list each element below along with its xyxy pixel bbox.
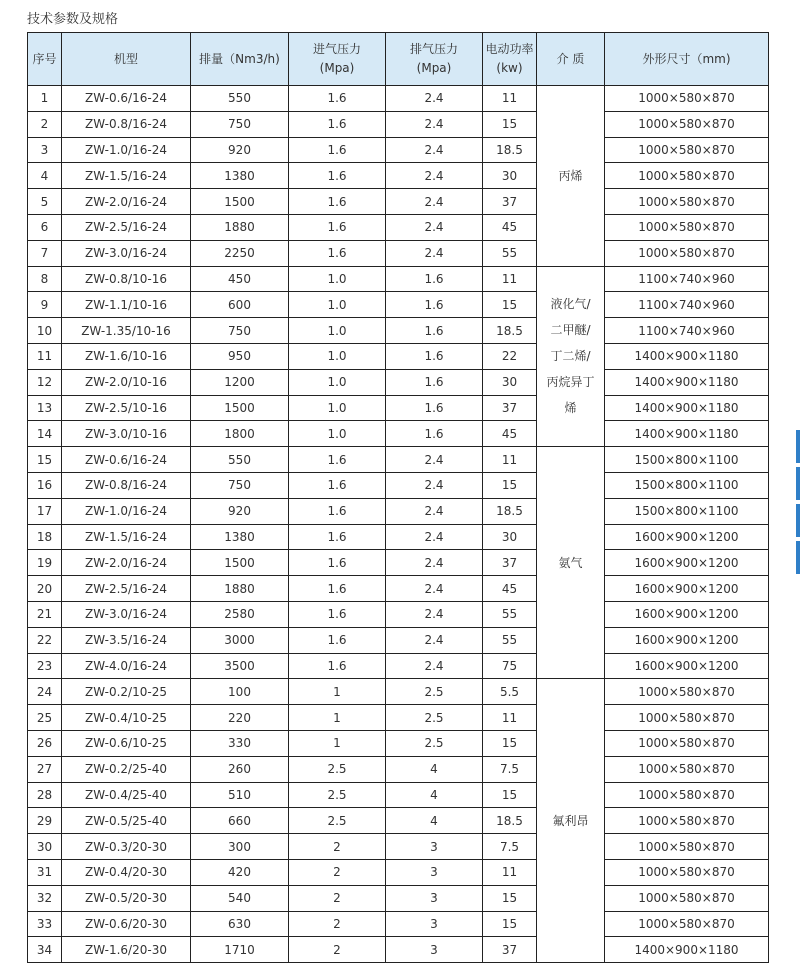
cell-medium: 氟利昂 <box>537 679 605 963</box>
cell-size: 1000×580×870 <box>605 834 769 860</box>
cell-outlet-pressure: 1.6 <box>386 343 483 369</box>
cell-inlet-pressure: 1.6 <box>289 189 386 215</box>
cell-no: 12 <box>28 369 62 395</box>
table-row <box>28 937 769 963</box>
cell-size: 1600×900×1200 <box>605 576 769 602</box>
cell-inlet-pressure: 1.6 <box>289 111 386 137</box>
cell-model: ZW-0.8/16-24 <box>62 111 191 137</box>
table-row <box>28 369 769 395</box>
cell-outlet-pressure: 2.4 <box>386 163 483 189</box>
cell-model: ZW-0.8/16-24 <box>62 472 191 498</box>
cell-flow: 1500 <box>191 550 289 576</box>
cell-model: ZW-1.5/16-24 <box>62 163 191 189</box>
header-model: 机型 <box>62 33 191 86</box>
cell-model: ZW-1.0/16-24 <box>62 137 191 163</box>
cell-no: 2 <box>28 111 62 137</box>
cell-model: ZW-2.5/10-16 <box>62 395 191 421</box>
cell-no: 27 <box>28 756 62 782</box>
cell-model: ZW-2.0/16-24 <box>62 550 191 576</box>
cell-model: ZW-4.0/16-24 <box>62 653 191 679</box>
table-row <box>28 576 769 602</box>
cell-size: 1000×580×870 <box>605 705 769 731</box>
cell-power: 30 <box>483 369 537 395</box>
cell-power: 11 <box>483 705 537 731</box>
table-row <box>28 86 769 112</box>
cell-model: ZW-0.6/20-30 <box>62 911 191 937</box>
cell-inlet-pressure: 1.6 <box>289 653 386 679</box>
cell-power: 15 <box>483 885 537 911</box>
cell-power: 22 <box>483 343 537 369</box>
cell-flow: 220 <box>191 705 289 731</box>
cell-flow: 450 <box>191 266 289 292</box>
table-row <box>28 447 769 473</box>
cell-inlet-pressure: 1.6 <box>289 627 386 653</box>
cell-inlet-pressure: 2.5 <box>289 808 386 834</box>
cell-size: 1000×580×870 <box>605 163 769 189</box>
cell-power: 55 <box>483 627 537 653</box>
cell-medium: 丙烯 <box>537 86 605 267</box>
cell-size: 1400×900×1180 <box>605 343 769 369</box>
side-tab[interactable] <box>796 467 800 500</box>
cell-flow: 550 <box>191 447 289 473</box>
cell-size: 1000×580×870 <box>605 86 769 112</box>
spec-table <box>27 32 769 963</box>
table-row <box>28 808 769 834</box>
table-row <box>28 498 769 524</box>
table-row <box>28 240 769 266</box>
cell-power: 45 <box>483 421 537 447</box>
cell-inlet-pressure: 1.0 <box>289 421 386 447</box>
cell-model: ZW-0.2/25-40 <box>62 756 191 782</box>
cell-flow: 1500 <box>191 189 289 215</box>
cell-power: 15 <box>483 782 537 808</box>
cell-model: ZW-0.5/25-40 <box>62 808 191 834</box>
cell-no: 18 <box>28 524 62 550</box>
cell-size: 1000×580×870 <box>605 214 769 240</box>
cell-flow: 750 <box>191 318 289 344</box>
side-tab[interactable] <box>796 430 800 463</box>
cell-inlet-pressure: 2 <box>289 911 386 937</box>
cell-power: 11 <box>483 859 537 885</box>
cell-outlet-pressure: 4 <box>386 756 483 782</box>
cell-no: 19 <box>28 550 62 576</box>
cell-inlet-pressure: 1.6 <box>289 447 386 473</box>
cell-size: 1400×900×1180 <box>605 395 769 421</box>
table-row <box>28 395 769 421</box>
cell-power: 15 <box>483 111 537 137</box>
cell-no: 8 <box>28 266 62 292</box>
cell-inlet-pressure: 1.6 <box>289 163 386 189</box>
cell-outlet-pressure: 2.4 <box>386 214 483 240</box>
cell-flow: 2250 <box>191 240 289 266</box>
cell-power: 55 <box>483 601 537 627</box>
cell-outlet-pressure: 2.4 <box>386 86 483 112</box>
cell-no: 10 <box>28 318 62 344</box>
cell-outlet-pressure: 1.6 <box>386 421 483 447</box>
cell-flow: 1380 <box>191 163 289 189</box>
cell-outlet-pressure: 4 <box>386 808 483 834</box>
cell-size: 1600×900×1200 <box>605 601 769 627</box>
cell-model: ZW-1.5/16-24 <box>62 524 191 550</box>
cell-size: 1100×740×960 <box>605 266 769 292</box>
cell-size: 1400×900×1180 <box>605 421 769 447</box>
cell-flow: 100 <box>191 679 289 705</box>
cell-power: 11 <box>483 266 537 292</box>
table-row <box>28 266 769 292</box>
cell-power: 45 <box>483 576 537 602</box>
cell-inlet-pressure: 1.0 <box>289 292 386 318</box>
cell-power: 11 <box>483 447 537 473</box>
cell-inlet-pressure: 2 <box>289 885 386 911</box>
cell-model: ZW-0.6/16-24 <box>62 86 191 112</box>
cell-power: 18.5 <box>483 318 537 344</box>
cell-inlet-pressure: 1.6 <box>289 240 386 266</box>
table-row <box>28 859 769 885</box>
cell-flow: 540 <box>191 885 289 911</box>
cell-outlet-pressure: 2.4 <box>386 524 483 550</box>
cell-model: ZW-1.0/16-24 <box>62 498 191 524</box>
cell-no: 34 <box>28 937 62 963</box>
table-row <box>28 111 769 137</box>
table-header-row <box>28 33 769 86</box>
header-no: 序号 <box>28 33 62 86</box>
header-size: 外形尺寸（mm) <box>605 33 769 86</box>
cell-outlet-pressure: 1.6 <box>386 292 483 318</box>
table-row <box>28 911 769 937</box>
cell-no: 11 <box>28 343 62 369</box>
cell-inlet-pressure: 1.6 <box>289 576 386 602</box>
table-row <box>28 730 769 756</box>
side-tab[interactable] <box>796 504 800 537</box>
cell-power: 18.5 <box>483 137 537 163</box>
cell-flow: 920 <box>191 498 289 524</box>
cell-model: ZW-2.5/16-24 <box>62 576 191 602</box>
cell-outlet-pressure: 2.4 <box>386 189 483 215</box>
cell-power: 45 <box>483 214 537 240</box>
table-row <box>28 627 769 653</box>
cell-outlet-pressure: 2.4 <box>386 137 483 163</box>
cell-power: 37 <box>483 395 537 421</box>
cell-power: 18.5 <box>483 498 537 524</box>
table-row <box>28 318 769 344</box>
table-row <box>28 834 769 860</box>
cell-flow: 1380 <box>191 524 289 550</box>
cell-inlet-pressure: 1.6 <box>289 86 386 112</box>
cell-power: 15 <box>483 911 537 937</box>
cell-size: 1100×740×960 <box>605 292 769 318</box>
cell-no: 29 <box>28 808 62 834</box>
cell-no: 7 <box>28 240 62 266</box>
cell-model: ZW-3.5/16-24 <box>62 627 191 653</box>
cell-size: 1000×580×870 <box>605 679 769 705</box>
cell-flow: 330 <box>191 730 289 756</box>
cell-no: 17 <box>28 498 62 524</box>
cell-model: ZW-2.0/10-16 <box>62 369 191 395</box>
cell-flow: 750 <box>191 472 289 498</box>
cell-no: 28 <box>28 782 62 808</box>
cell-flow: 920 <box>191 137 289 163</box>
cell-power: 7.5 <box>483 834 537 860</box>
cell-power: 11 <box>483 86 537 112</box>
table-row <box>28 550 769 576</box>
cell-power: 7.5 <box>483 756 537 782</box>
cell-model: ZW-1.1/10-16 <box>62 292 191 318</box>
cell-power: 5.5 <box>483 679 537 705</box>
cell-medium: 氨气 <box>537 447 605 679</box>
cell-no: 32 <box>28 885 62 911</box>
cell-no: 21 <box>28 601 62 627</box>
cell-size: 1000×580×870 <box>605 189 769 215</box>
header-power: 电动功率 (kw) <box>483 33 537 86</box>
cell-inlet-pressure: 2 <box>289 859 386 885</box>
cell-flow: 1200 <box>191 369 289 395</box>
cell-flow: 260 <box>191 756 289 782</box>
cell-model: ZW-3.0/16-24 <box>62 601 191 627</box>
cell-model: ZW-2.5/16-24 <box>62 214 191 240</box>
cell-size: 1000×580×870 <box>605 782 769 808</box>
cell-size: 1000×580×870 <box>605 885 769 911</box>
header-flow: 排量（Nm3/h) <box>191 33 289 86</box>
cell-size: 1500×800×1100 <box>605 472 769 498</box>
cell-outlet-pressure: 2.4 <box>386 498 483 524</box>
cell-outlet-pressure: 2.4 <box>386 472 483 498</box>
cell-size: 1000×580×870 <box>605 859 769 885</box>
cell-inlet-pressure: 1.6 <box>289 472 386 498</box>
table-row <box>28 653 769 679</box>
cell-outlet-pressure: 3 <box>386 885 483 911</box>
cell-model: ZW-0.4/10-25 <box>62 705 191 731</box>
cell-flow: 1710 <box>191 937 289 963</box>
header-medium: 介 质 <box>537 33 605 86</box>
cell-power: 30 <box>483 524 537 550</box>
cell-size: 1600×900×1200 <box>605 524 769 550</box>
cell-outlet-pressure: 2.4 <box>386 550 483 576</box>
cell-model: ZW-0.5/20-30 <box>62 885 191 911</box>
cell-flow: 750 <box>191 111 289 137</box>
table-row <box>28 472 769 498</box>
cell-outlet-pressure: 3 <box>386 937 483 963</box>
cell-outlet-pressure: 1.6 <box>386 318 483 344</box>
cell-inlet-pressure: 1 <box>289 705 386 731</box>
cell-no: 25 <box>28 705 62 731</box>
table-row <box>28 163 769 189</box>
cell-outlet-pressure: 4 <box>386 782 483 808</box>
cell-medium: 液化气/二甲醚/丁二烯/丙烷异丁烯 <box>537 266 605 447</box>
cell-inlet-pressure: 1.0 <box>289 318 386 344</box>
cell-model: ZW-1.35/10-16 <box>62 318 191 344</box>
cell-inlet-pressure: 1.0 <box>289 343 386 369</box>
cell-size: 1000×580×870 <box>605 137 769 163</box>
cell-power: 55 <box>483 240 537 266</box>
cell-power: 37 <box>483 937 537 963</box>
cell-power: 30 <box>483 163 537 189</box>
cell-model: ZW-1.6/10-16 <box>62 343 191 369</box>
cell-flow: 950 <box>191 343 289 369</box>
cell-inlet-pressure: 2 <box>289 834 386 860</box>
cell-flow: 600 <box>191 292 289 318</box>
cell-model: ZW-3.0/16-24 <box>62 240 191 266</box>
cell-flow: 300 <box>191 834 289 860</box>
cell-flow: 2580 <box>191 601 289 627</box>
cell-flow: 1500 <box>191 395 289 421</box>
cell-no: 22 <box>28 627 62 653</box>
cell-outlet-pressure: 2.4 <box>386 447 483 473</box>
table-row <box>28 421 769 447</box>
cell-power: 75 <box>483 653 537 679</box>
cell-model: ZW-0.8/10-16 <box>62 266 191 292</box>
cell-power: 37 <box>483 550 537 576</box>
table-row <box>28 756 769 782</box>
cell-inlet-pressure: 1.6 <box>289 550 386 576</box>
cell-size: 1400×900×1180 <box>605 369 769 395</box>
cell-flow: 1800 <box>191 421 289 447</box>
cell-model: ZW-0.4/25-40 <box>62 782 191 808</box>
cell-inlet-pressure: 1.0 <box>289 395 386 421</box>
cell-model: ZW-1.6/20-30 <box>62 937 191 963</box>
cell-size: 1000×580×870 <box>605 911 769 937</box>
cell-size: 1000×580×870 <box>605 756 769 782</box>
table-row <box>28 214 769 240</box>
cell-model: ZW-0.3/20-30 <box>62 834 191 860</box>
cell-flow: 3000 <box>191 627 289 653</box>
cell-flow: 1880 <box>191 576 289 602</box>
cell-inlet-pressure: 1.6 <box>289 498 386 524</box>
table-row <box>28 885 769 911</box>
table-row <box>28 343 769 369</box>
cell-model: ZW-2.0/16-24 <box>62 189 191 215</box>
cell-no: 3 <box>28 137 62 163</box>
cell-outlet-pressure: 2.4 <box>386 653 483 679</box>
cell-no: 30 <box>28 834 62 860</box>
table-row <box>28 524 769 550</box>
cell-no: 26 <box>28 730 62 756</box>
header-outlet-pressure: 排气压力 (Mpa) <box>386 33 483 86</box>
cell-inlet-pressure: 2.5 <box>289 782 386 808</box>
cell-no: 13 <box>28 395 62 421</box>
header-inlet-pressure: 进气压力 (Mpa) <box>289 33 386 86</box>
cell-outlet-pressure: 3 <box>386 911 483 937</box>
cell-inlet-pressure: 2.5 <box>289 756 386 782</box>
cell-model: ZW-0.6/10-25 <box>62 730 191 756</box>
cell-size: 1500×800×1100 <box>605 498 769 524</box>
cell-size: 1000×580×870 <box>605 240 769 266</box>
cell-inlet-pressure: 1.6 <box>289 214 386 240</box>
cell-flow: 510 <box>191 782 289 808</box>
cell-no: 9 <box>28 292 62 318</box>
cell-inlet-pressure: 1.0 <box>289 266 386 292</box>
cell-model: ZW-3.0/10-16 <box>62 421 191 447</box>
table-row <box>28 292 769 318</box>
cell-size: 1000×580×870 <box>605 111 769 137</box>
cell-no: 24 <box>28 679 62 705</box>
cell-no: 15 <box>28 447 62 473</box>
cell-outlet-pressure: 1.6 <box>386 266 483 292</box>
cell-size: 1500×800×1100 <box>605 447 769 473</box>
cell-inlet-pressure: 2 <box>289 937 386 963</box>
side-tab[interactable] <box>796 541 800 574</box>
cell-outlet-pressure: 3 <box>386 859 483 885</box>
cell-outlet-pressure: 2.4 <box>386 576 483 602</box>
cell-size: 1600×900×1200 <box>605 550 769 576</box>
cell-size: 1400×900×1180 <box>605 937 769 963</box>
cell-inlet-pressure: 1 <box>289 679 386 705</box>
cell-model: ZW-0.4/20-30 <box>62 859 191 885</box>
cell-outlet-pressure: 2.4 <box>386 601 483 627</box>
table-row <box>28 189 769 215</box>
cell-flow: 660 <box>191 808 289 834</box>
cell-power: 18.5 <box>483 808 537 834</box>
cell-flow: 3500 <box>191 653 289 679</box>
cell-no: 33 <box>28 911 62 937</box>
cell-power: 15 <box>483 730 537 756</box>
cell-inlet-pressure: 1.6 <box>289 524 386 550</box>
table-row <box>28 782 769 808</box>
cell-no: 31 <box>28 859 62 885</box>
cell-power: 15 <box>483 292 537 318</box>
cell-inlet-pressure: 1.6 <box>289 137 386 163</box>
cell-no: 1 <box>28 86 62 112</box>
table-row <box>28 705 769 731</box>
cell-outlet-pressure: 2.5 <box>386 730 483 756</box>
cell-flow: 550 <box>191 86 289 112</box>
cell-size: 1000×580×870 <box>605 808 769 834</box>
table-row <box>28 137 769 163</box>
cell-inlet-pressure: 1.0 <box>289 369 386 395</box>
cell-model: ZW-0.6/16-24 <box>62 447 191 473</box>
cell-power: 15 <box>483 472 537 498</box>
cell-no: 16 <box>28 472 62 498</box>
cell-no: 6 <box>28 214 62 240</box>
cell-no: 4 <box>28 163 62 189</box>
table-row <box>28 601 769 627</box>
table-row <box>28 679 769 705</box>
cell-size: 1100×740×960 <box>605 318 769 344</box>
cell-outlet-pressure: 1.6 <box>386 395 483 421</box>
cell-flow: 420 <box>191 859 289 885</box>
cell-power: 37 <box>483 189 537 215</box>
cell-size: 1000×580×870 <box>605 730 769 756</box>
cell-outlet-pressure: 2.4 <box>386 240 483 266</box>
cell-inlet-pressure: 1 <box>289 730 386 756</box>
table-body <box>28 86 769 963</box>
cell-size: 1600×900×1200 <box>605 653 769 679</box>
cell-outlet-pressure: 2.5 <box>386 705 483 731</box>
cell-model: ZW-0.2/10-25 <box>62 679 191 705</box>
page-title: 技术参数及规格 <box>27 12 119 27</box>
cell-no: 5 <box>28 189 62 215</box>
cell-flow: 1880 <box>191 214 289 240</box>
cell-no: 14 <box>28 421 62 447</box>
cell-no: 23 <box>28 653 62 679</box>
cell-flow: 630 <box>191 911 289 937</box>
cell-no: 20 <box>28 576 62 602</box>
cell-size: 1600×900×1200 <box>605 627 769 653</box>
cell-inlet-pressure: 1.6 <box>289 601 386 627</box>
cell-outlet-pressure: 1.6 <box>386 369 483 395</box>
cell-outlet-pressure: 2.4 <box>386 111 483 137</box>
cell-outlet-pressure: 3 <box>386 834 483 860</box>
cell-outlet-pressure: 2.4 <box>386 627 483 653</box>
cell-outlet-pressure: 2.5 <box>386 679 483 705</box>
